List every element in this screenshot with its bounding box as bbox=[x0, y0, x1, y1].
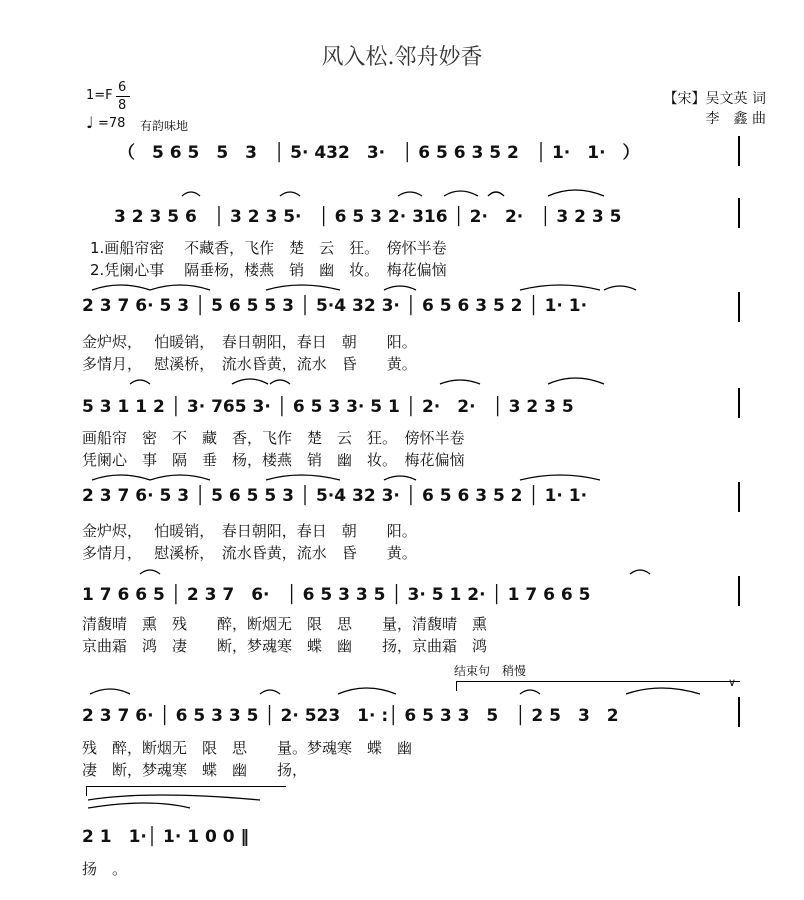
time-signature-numerator: 6 bbox=[118, 80, 127, 95]
lyrics-v1-line-6: 残 醉，断烟无 限 思 量。梦魂寒 蝶 幽 bbox=[82, 739, 413, 757]
notation-line-3: 5 3 1 1 2 │ 3· 765 3· │ 6 5 3 3· 5 1 │ 2· 2· │ 3 2 3 5 bbox=[82, 397, 574, 417]
notation-line-7: 2 1 1·│ 1· 1 0 0 ‖ bbox=[82, 827, 249, 847]
time-signature-denominator: 8 bbox=[118, 98, 127, 113]
lyrics-v1-line-4: 金炉烬， 怕暖销， 春日朝阳，春日 朝 阳。 bbox=[82, 522, 417, 540]
lyrics-v2-line-6: 凄 断，梦魂寒 蝶 幽 扬， bbox=[82, 761, 308, 779]
lyricist-credit: 【宋】吴文英 词 bbox=[663, 91, 766, 107]
notation-line-4: 2 3 7 6· 5 3 │ 5 6 5 5 3 │ 5·4 32 3· │ 6 5 6 3 5 2 │ 1· 1· bbox=[82, 486, 588, 506]
notation-line-6: 2 3 7 6· │ 6 5 3 3 5 │ 2· 523 1· :│ 6 5 3 3 5 │ 2 5 3 2 bbox=[82, 706, 619, 726]
fermata-icon: ∨ bbox=[728, 676, 737, 689]
quarter-note-icon: ♩ bbox=[86, 113, 94, 132]
lyrics-v1-line-5: 清馥晴 熏 残 醉，断烟无 限 思 量，清馥晴 熏 bbox=[82, 615, 488, 633]
notation-line-0: （ 5 6 5 5 3 │ 5· 432 3· │ 6 5 6 3 5 2 │ 1· 1· ） bbox=[118, 143, 640, 163]
notation-line-2: 2 3 7 6· 5 3 │ 5 6 5 5 3 │ 5·4 32 3· │ 6 5 6 3 5 2 │ 1· 1· bbox=[82, 296, 588, 316]
lyrics-v2-line-3: 凭阑心 事 隔 垂 杨，楼燕 销 幽 妆。 梅花偏恼 bbox=[82, 451, 465, 469]
composer-credit: 李 鑫 曲 bbox=[705, 111, 766, 127]
tempo-marking: =78 bbox=[98, 116, 126, 131]
notation-line-1: 3 2 3 5 6 │ 3 2 3 5· │ 6 5 3 2· 316 │ 2· 2· │ 3 2 3 5 bbox=[114, 207, 622, 227]
expression-marking: 有韵味地 bbox=[140, 119, 189, 133]
lyrics-v1-line-2: 金炉烬， 怕暖销， 春日朝阳，春日 朝 阳。 bbox=[82, 333, 417, 351]
key-signature: 1=F bbox=[86, 88, 113, 103]
lyrics-v2-line-2: 多情月， 慰溪桥， 流水昏黄，流水 昏 黄。 bbox=[82, 355, 417, 373]
lyrics-v2-line-5: 京曲霜 鸿 凄 断，梦魂寒 蝶 幽 扬，京曲霜 鸿 bbox=[82, 637, 488, 655]
lyrics-v2-line-1: 2.凭阑心事 隔垂杨，楼燕 销 幽 妆。 梅花偏恼 bbox=[90, 261, 447, 279]
song-title: 风入松.邻舟妙香 bbox=[321, 45, 483, 70]
notation-line-5: 1 7 6 6 5 │ 2 3 7 6· │ 6 5 3 3 5 │ 3· 5 1 2· │ 1 7 6 6 5 bbox=[82, 585, 591, 605]
lyrics-v1-line-7: 扬 。 bbox=[82, 860, 128, 878]
lyrics-v1-line-1: 1.画船帘密 不藏香，飞作 楚 云 狂。 傍怀半卷 bbox=[90, 239, 447, 257]
lyrics-v1-line-3: 画船帘 密 不 藏 香，飞作 楚 云 狂。 傍怀半卷 bbox=[82, 429, 465, 447]
coda-annotation: 结束句 稍慢 bbox=[454, 664, 527, 678]
lyrics-v2-line-4: 多情月， 慰溪桥， 流水昏黄，流水 昏 黄。 bbox=[82, 544, 417, 562]
